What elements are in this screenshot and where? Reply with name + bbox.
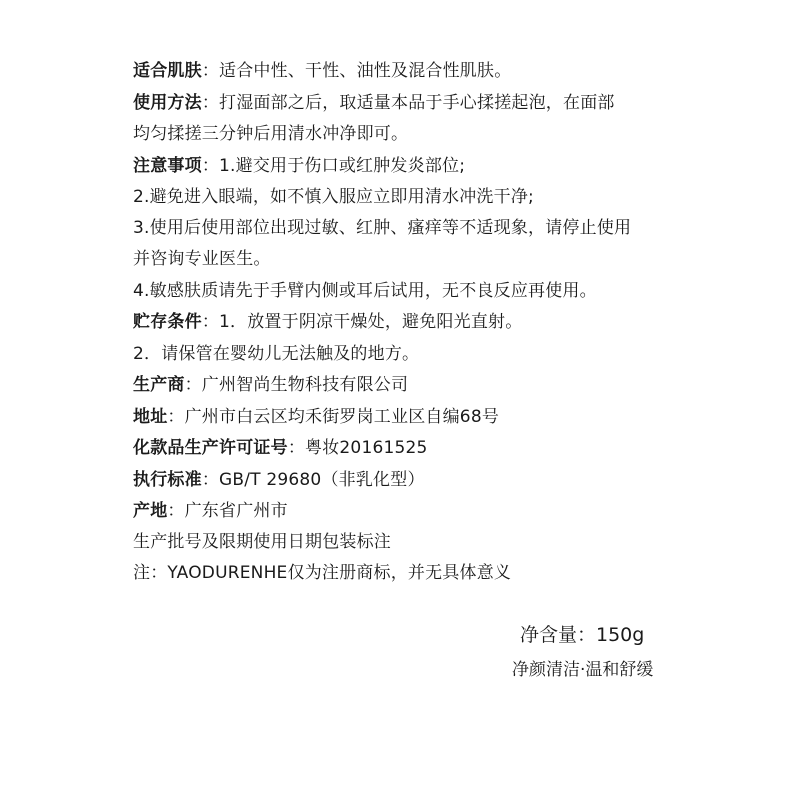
caution-item-3-line-2: 并咨询专业医生。 (133, 249, 271, 269)
cautions-label: 注意事项 (133, 156, 202, 176)
standard-line (133, 469, 425, 491)
net-content: 净含量：150g (520, 624, 645, 646)
standard-text: ：GB/T 29680（非乳化型） (201, 470, 425, 490)
address-label: 地址 (133, 407, 168, 427)
standard-label: 执行标准 (133, 470, 202, 490)
manufacturer-text: ：广州智尚生物科技有限公司 (184, 375, 409, 395)
usage-text: ：打湿面部之后，取适量本品于手心揉搓起泡，在面部 (201, 93, 615, 113)
cautions-line (133, 155, 465, 177)
tagline: 净颜清洁·温和舒缓 (512, 660, 654, 680)
license-label: 化款品生产许可证号 (133, 438, 288, 458)
caution-item-3-line-1: 3.使用后使用部位出现过敏、红肿、瘙痒等不适现象，请停止使用 (133, 218, 632, 238)
address-line (133, 406, 499, 428)
origin-text: ：广东省广州市 (167, 501, 288, 521)
origin-line (133, 500, 288, 522)
storage-label: 贮存条件 (133, 312, 202, 332)
usage-label: 使用方法 (133, 93, 202, 113)
skin-type-line (133, 60, 511, 82)
license-line (133, 437, 428, 459)
manufacturer-label: 生产商 (133, 375, 185, 395)
skin-type-label: 适合肌肤 (133, 61, 202, 81)
manufacturer-line (133, 374, 408, 396)
caution-item-4: 4.敏感肤质请先于手臂内侧或耳后试用，无不良反应再使用。 (133, 281, 597, 301)
cautions-text: ：1.避交用于伤口或红肿发炎部位; (201, 156, 466, 176)
license-text: ：粤妆20161525 (287, 438, 428, 458)
usage-continuation: 均匀揉搓三分钟后用清水冲净即可。 (133, 124, 409, 144)
usage-line (133, 92, 615, 114)
caution-item-2: 2.避免进入眼端，如不慎入服应立即用清水冲洗干净; (133, 187, 534, 207)
batch-note: 生产批号及限期使用日期包装标注 (133, 532, 391, 552)
skin-type-text: ：适合中性、干性、油性及混合性肌肤。 (201, 61, 512, 81)
storage-item-2: 2．请保管在婴幼儿无法触及的地方。 (133, 344, 420, 364)
storage-text: ：1．放置于阴凉干燥处，避免阳光直射。 (201, 312, 523, 332)
address-text: ：广州市白云区均禾街罗岗工业区自编68号 (167, 407, 500, 427)
trademark-note: 注：YAODURENHE仅为注册商标，并无具体意义 (133, 563, 512, 583)
storage-line (133, 311, 522, 333)
origin-label: 产地 (133, 501, 168, 521)
